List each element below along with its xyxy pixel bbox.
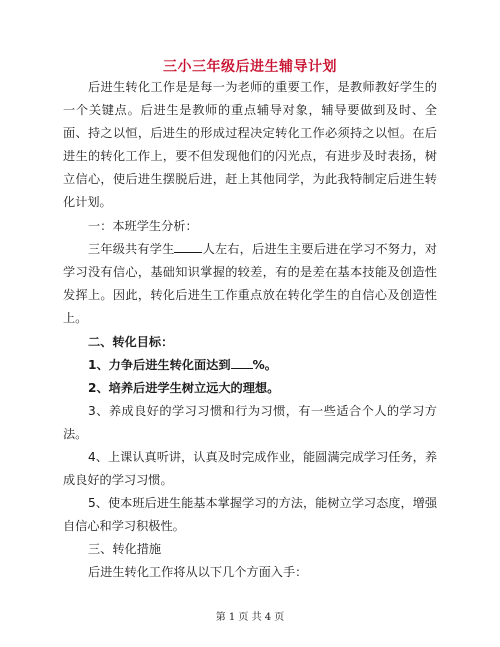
section1-text-end: 人左右，后进生主要后进在学习不努力，对学习没有信心，基础知识掌握的较差，有的是差在基本技能及创造性发挥上。因此，转化后进生工作重点放在转化学生的自信心及创造性上。 — [63, 242, 438, 325]
goal-1 — [88, 354, 277, 377]
goal-1-text: 1、力争后进生转化面达到 — [88, 358, 231, 372]
goal-4: 4、上课认真听讲，认真及时完成作业，能圆满完成学习任务，养成良好的学习习惯。 — [63, 450, 438, 487]
goal-5: 5、使本班后进生能基本掌握学习的方法，能树立学习态度，增强自信心和学习积极性。 — [63, 496, 438, 533]
goal-percent-blank — [231, 354, 253, 369]
intro-paragraph: 后进生转化工作是是每一为老师的重要工作，是教师教好学生的一个关键点。后进生是教师的重点辅导对象，辅导要做到及时、全面、持之以恒，后进生的形成过程决定转化工作必须持之以恒。在后进生的转化工作上，要不但发现他们的闪光点，有进步及时表扬，树立信心，使后进生摆脱后进，赶上其他同学，为此我特制定后进生转化计划。 — [63, 80, 437, 209]
page-footer: 第 1 页 共 4 页 — [215, 612, 285, 623]
section1-text-start: 三年级共有学生 — [88, 242, 175, 256]
section2-heading: 二、转化目标： — [88, 335, 174, 349]
section3-heading: 三、转化措施 — [88, 542, 162, 556]
section1-paragraph — [63, 238, 437, 330]
student-count-blank — [174, 238, 202, 253]
section3-paragraph: 后进生转化工作将从以下几个方面入手： — [88, 565, 308, 579]
section1-heading: 一：本班学生分析： — [88, 219, 198, 233]
goal-2: 2、培养后进学生树立远大的理想。 — [88, 381, 280, 395]
document-title: 三小三年级后进生辅导计划 — [163, 59, 337, 75]
goal-1-suffix: %。 — [252, 358, 277, 372]
goal-3: 3、养成良好的学习习惯和行为习惯，有一些适合个人的学习方法。 — [63, 404, 437, 441]
